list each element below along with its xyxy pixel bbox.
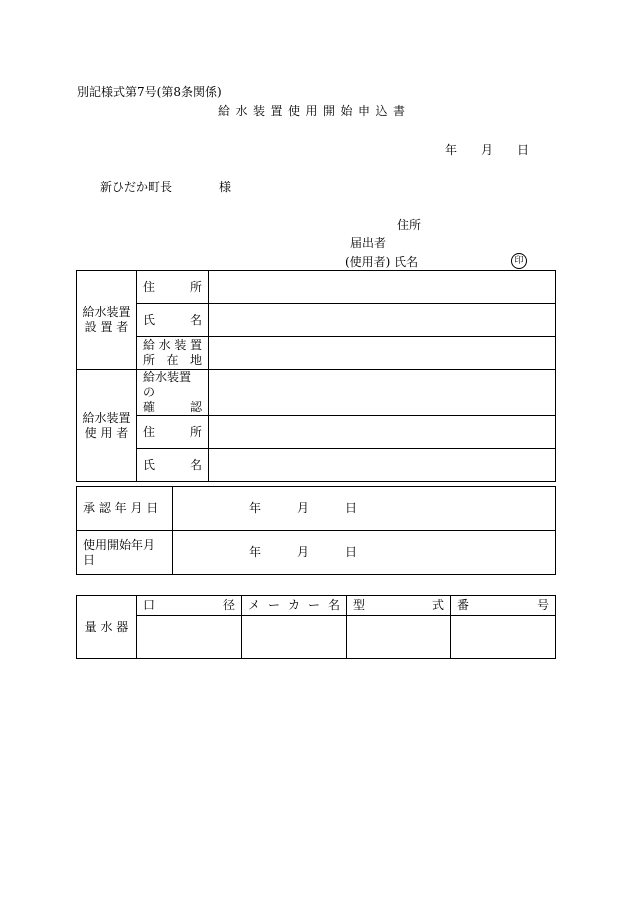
- date-day: 日: [517, 143, 530, 157]
- col-header-serial: 番 号: [451, 596, 556, 616]
- approval-date-field[interactable]: 年 月 日: [173, 487, 556, 531]
- installer-user-table: [76, 270, 556, 482]
- document-title: 給水装置使用開始申込書: [218, 104, 411, 118]
- start-date-label: 使用開始年月日: [77, 531, 173, 575]
- applicant-address-label: 住所: [397, 218, 422, 232]
- model-field[interactable]: [347, 616, 451, 659]
- user-name-field[interactable]: [209, 449, 556, 482]
- row-label-user-address: 住 所: [137, 416, 209, 449]
- dates-table: [76, 486, 556, 575]
- seal-mark: 印: [511, 253, 527, 269]
- row-label-name: 氏 名: [137, 304, 209, 337]
- water-meter-table: [76, 595, 556, 659]
- form-reference: 別記様式第7号(第8条関係): [77, 85, 222, 99]
- addressee-honorific: 様: [219, 180, 232, 194]
- col-header-maker: メ ー カ ー 名: [242, 596, 347, 616]
- date-month: 月: [481, 143, 494, 157]
- water-meter-label: 量 水 器: [77, 596, 137, 659]
- row-label-confirmation: 給水装置の 確 認: [137, 370, 209, 416]
- user-name-label: (使用者) 氏名: [345, 255, 419, 269]
- maker-field[interactable]: [242, 616, 347, 659]
- row-label-address: 住 所: [137, 271, 209, 304]
- notifier-label: 届出者: [350, 236, 387, 250]
- date-year: 年: [445, 143, 458, 157]
- user-group-label: 給水装置 使 用 者: [77, 370, 137, 482]
- serial-field[interactable]: [451, 616, 556, 659]
- user-address-field[interactable]: [209, 416, 556, 449]
- installer-group-label: 給水装置 設 置 者: [77, 271, 137, 370]
- row-label-user-name: 氏 名: [137, 449, 209, 482]
- diameter-field[interactable]: [137, 616, 242, 659]
- approval-date-label: 承 認 年 月 日: [77, 487, 173, 531]
- installer-address-field[interactable]: [209, 271, 556, 304]
- confirmation-field[interactable]: [209, 370, 556, 416]
- installer-name-field[interactable]: [209, 304, 556, 337]
- row-label-location: 給 水 装 置 所 在 地: [137, 337, 209, 370]
- col-header-diameter: 口 径: [137, 596, 242, 616]
- installation-location-field[interactable]: [209, 337, 556, 370]
- col-header-model: 型 式: [347, 596, 451, 616]
- start-date-field[interactable]: 年 月 日: [173, 531, 556, 575]
- addressee-mayor: 新ひだか町長: [100, 180, 173, 194]
- date-line: [445, 143, 529, 157]
